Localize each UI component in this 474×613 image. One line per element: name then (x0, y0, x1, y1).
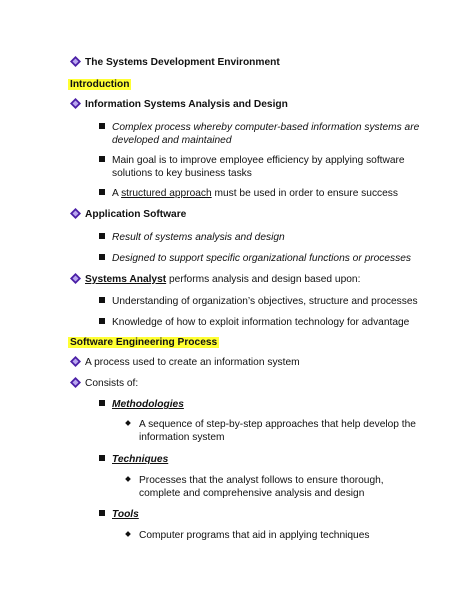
section-heading: Software Engineering Process (70, 337, 218, 348)
square-bullet-icon (99, 455, 105, 461)
list-item (99, 121, 420, 146)
item-term: Tools (112, 509, 139, 520)
paragraph-text: Consists of: (85, 378, 139, 389)
sub-item-text: A sequence of step-by-step approaches that help develop the (139, 419, 416, 430)
square-bullet-icon (99, 189, 105, 195)
item-text: Knowledge of how to exploit information technology for advantage (112, 317, 410, 328)
list-item (99, 316, 410, 329)
diamond-bullet-icon (70, 98, 81, 109)
item-text-continued: solutions to key business tasks (112, 168, 252, 179)
list-item-techniques (99, 453, 169, 466)
item-text: Result of systems analysis and design (112, 232, 285, 243)
sub-item (126, 529, 370, 542)
diamond-bullet-icon (70, 356, 81, 367)
sub-item-text: Computer programs that aid in applying techniques (139, 530, 370, 541)
square-bullet-icon (99, 254, 105, 260)
square-bullet-icon (99, 233, 105, 239)
topic-is-analysis (70, 98, 288, 111)
doc-title-row (70, 56, 280, 69)
item-term: Techniques (112, 454, 169, 465)
item-term: Methodologies (112, 399, 184, 410)
square-bullet-icon (99, 156, 105, 162)
topic-systems-analyst (70, 273, 361, 286)
topic-title: Information Systems Analysis and Design (85, 99, 288, 110)
square-bullet-icon (99, 400, 105, 406)
item-text (112, 187, 398, 200)
list-item (99, 154, 405, 179)
topic-rest: performs analysis and design based upon: (166, 274, 361, 285)
item-text: Main goal is to improve employee efficiency by applying software (112, 155, 405, 166)
item-text-pre: A (112, 188, 122, 199)
section-heading: Introduction (70, 79, 130, 90)
sub-item-text-continued: information system (139, 432, 225, 443)
square-bullet-icon (99, 510, 105, 516)
list-item (99, 187, 398, 200)
item-text-continued: developed and maintained (112, 135, 232, 146)
diamond-bullet-icon (70, 273, 81, 284)
paragraph-process (70, 356, 300, 369)
item-text-post: must be used in order to ensure success (211, 188, 398, 199)
small-diamond-bullet-icon (125, 531, 131, 537)
sub-item (126, 418, 416, 443)
sub-item-text-continued: complete and comprehensive analysis and design (139, 488, 365, 499)
list-item (99, 295, 418, 308)
small-diamond-bullet-icon (125, 420, 131, 426)
item-text: Designed to support specific organizational functions or processes (112, 253, 411, 264)
topic-title (85, 273, 360, 286)
list-item (99, 231, 285, 244)
square-bullet-icon (99, 297, 105, 303)
paragraph-consists (70, 377, 139, 390)
item-text: Complex process whereby computer-based information systems are (112, 122, 420, 133)
small-diamond-bullet-icon (125, 476, 131, 482)
section-software-engineering (68, 336, 219, 349)
list-item (99, 252, 411, 265)
doc-title: The Systems Development Environment (85, 57, 280, 68)
sub-item-text: Processes that the analyst follows to ensure thorough, (139, 475, 384, 486)
section-introduction (68, 78, 131, 91)
topic-application-software (70, 208, 187, 221)
square-bullet-icon (99, 123, 105, 129)
list-item-tools (99, 508, 139, 521)
topic-title: Application Software (85, 209, 187, 220)
diamond-bullet-icon (70, 56, 81, 67)
topic-term: Systems Analyst (85, 274, 167, 285)
list-item-methodologies (99, 398, 184, 411)
square-bullet-icon (99, 318, 105, 324)
diamond-bullet-icon (70, 208, 81, 219)
sub-item (126, 474, 384, 499)
diamond-bullet-icon (70, 377, 81, 388)
underlined-term: structured approach (121, 188, 212, 199)
item-text: Understanding of organization’s objectives, structure and processes (112, 296, 418, 307)
paragraph-text: A process used to create an information system (85, 357, 300, 368)
